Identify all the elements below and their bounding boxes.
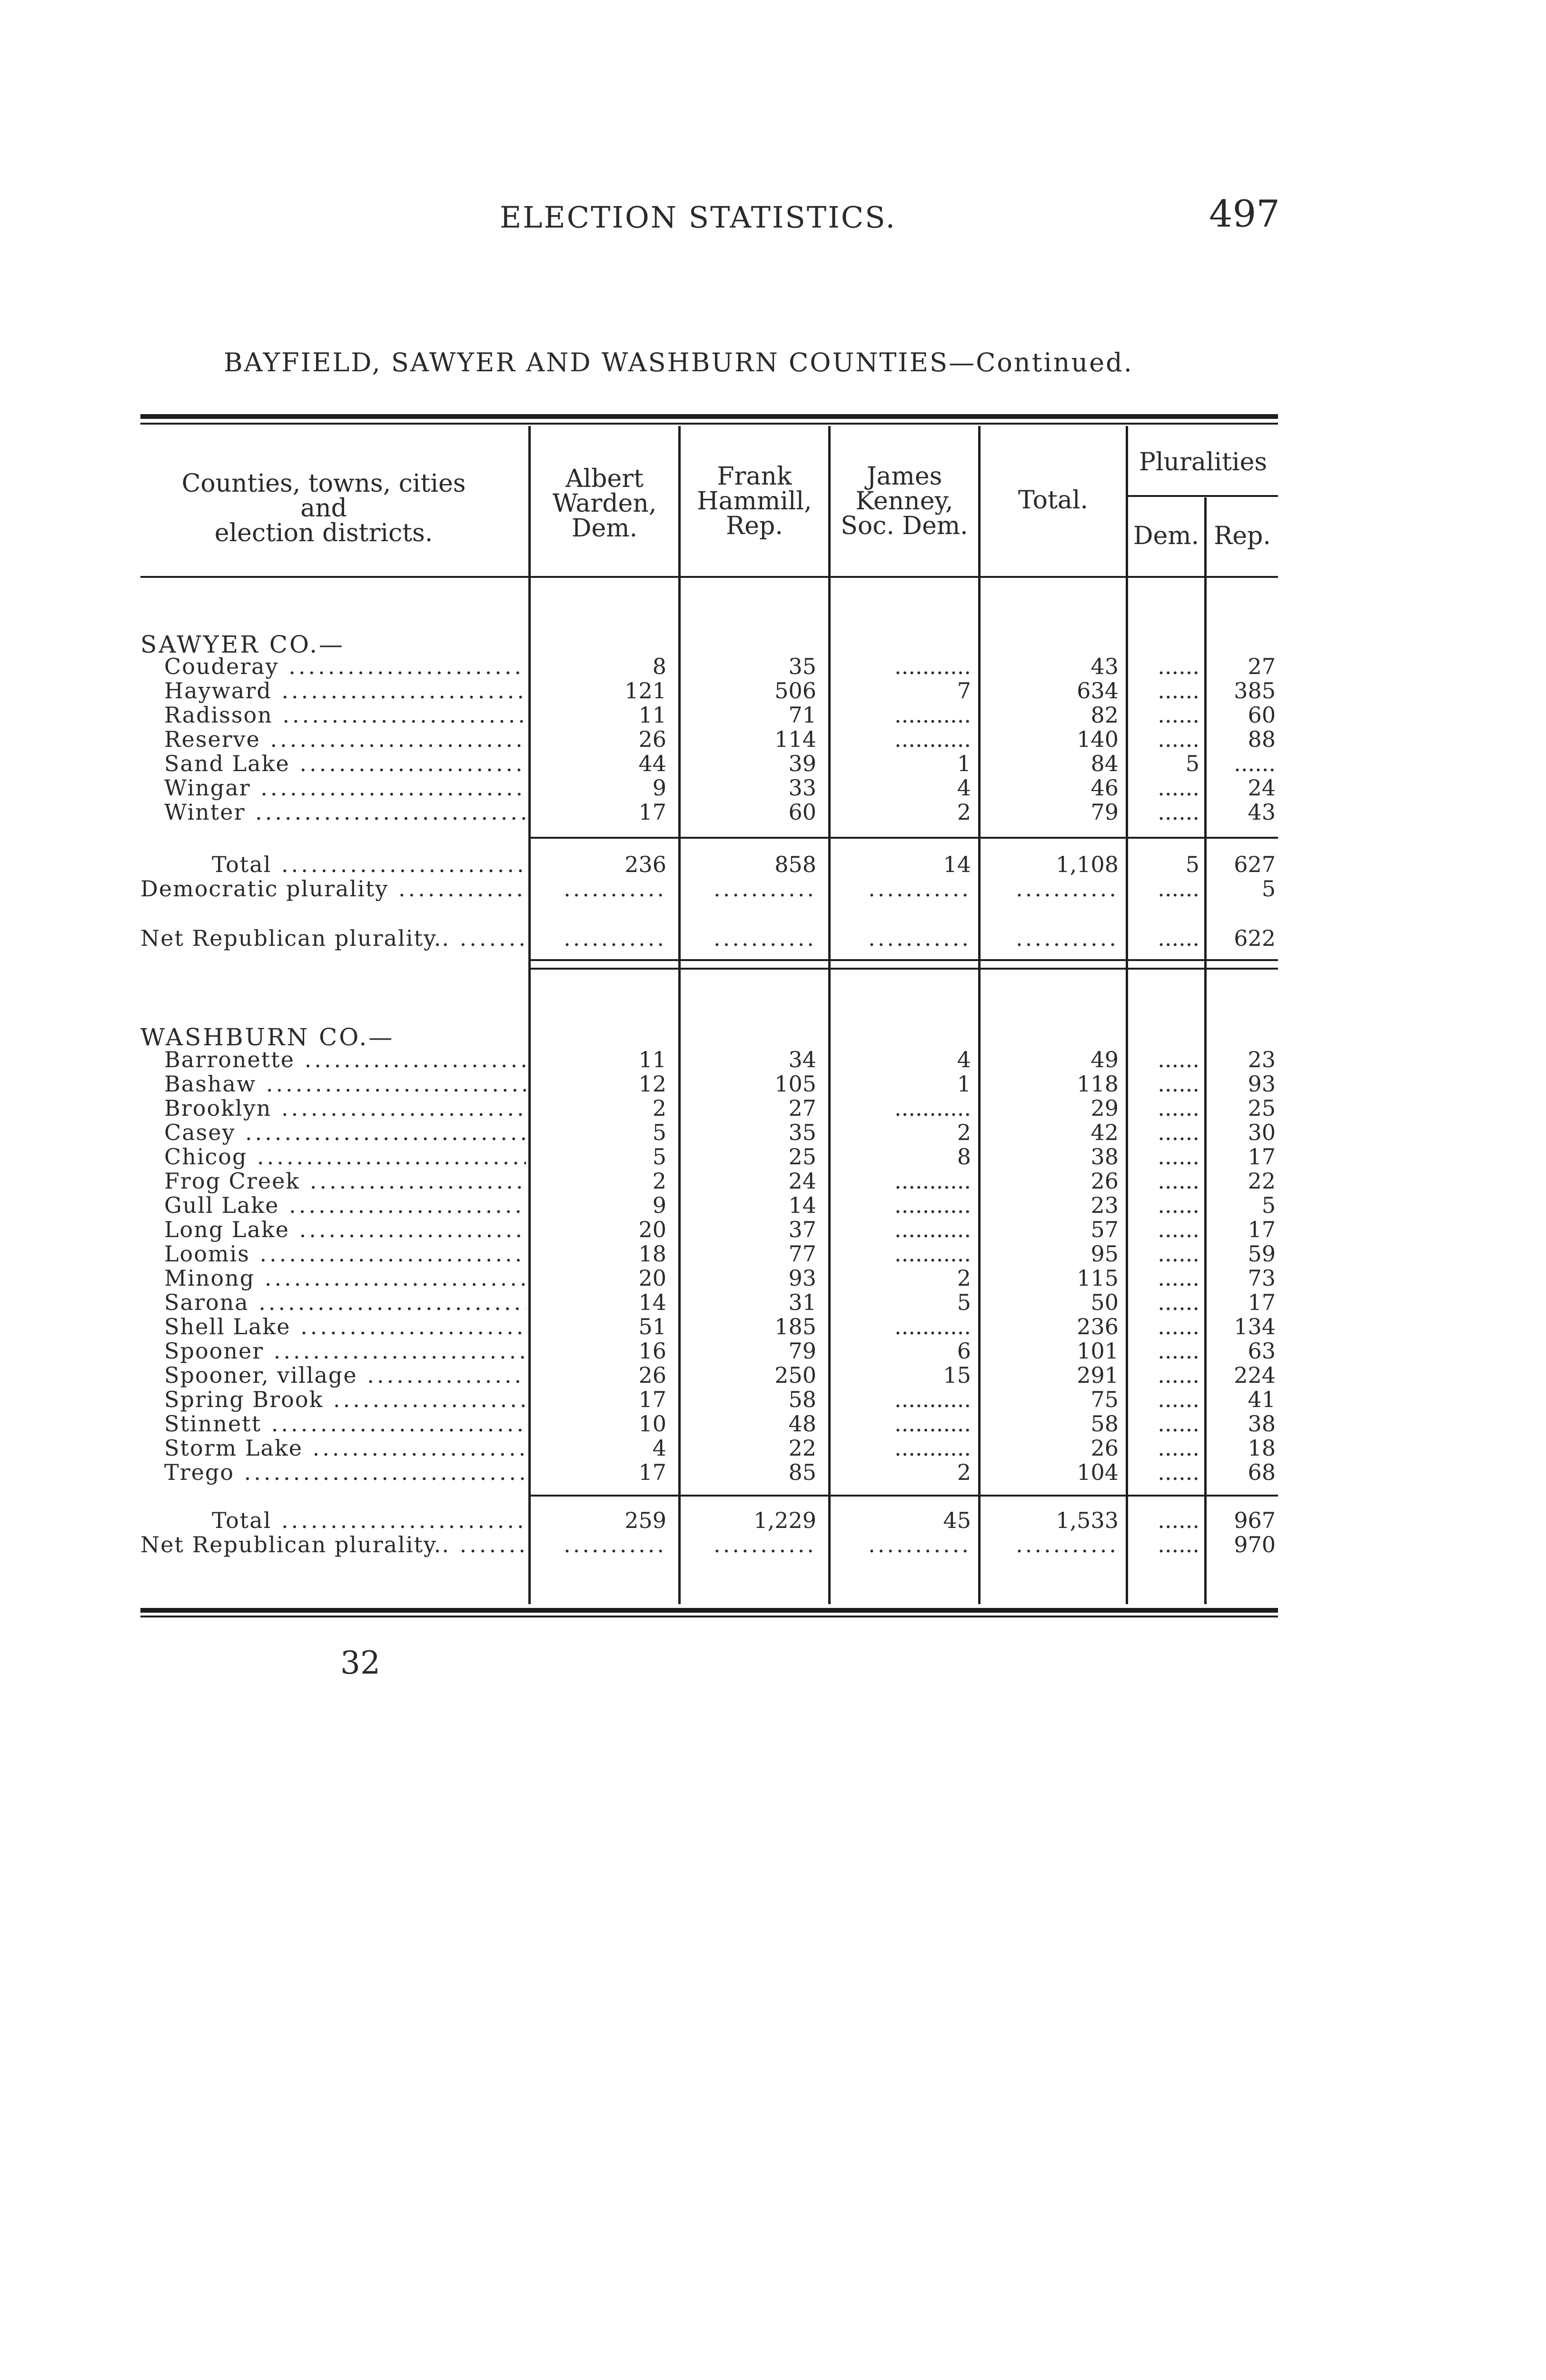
table-row: Storm Lake ..... 4 22 ........... 26 ...... 18: [0, 1436, 1546, 1460]
table-row: Spring Brook ..... 17 58 ........... 75 ...... 41: [0, 1387, 1546, 1412]
table-row: Spooner, village ..... 26 250 15 291 ...... 224: [0, 1363, 1546, 1388]
bottom-rule-thin: [140, 1616, 1278, 1617]
total-row: Total ..... 259 1,229 45 1,533 ...... 967: [0, 1508, 1546, 1533]
net-plurality-row: Net Republican plurality.. ..... ........... ........... ........... ........... ...... 970: [0, 1532, 1546, 1557]
stub-header: Counties, towns, cities and election districts.: [181, 469, 466, 547]
table-row: Stinnett ..... 10 48 ........... 58 ...... 38: [0, 1411, 1546, 1436]
section-rule: [531, 959, 1278, 961]
kenney-header: James Kenney, Soc. Dem.: [841, 462, 968, 540]
table-row: Radisson ..... 11 71 ........... 82 ...... 60: [0, 703, 1546, 727]
table-row: Chicog ..... 5 25 8 38 ...... 17: [0, 1144, 1546, 1169]
folio-number: 32: [340, 1645, 380, 1681]
section-rule: [531, 968, 1278, 970]
table-row: Gull Lake ..... 9 14 ........... 23 ...... 5: [0, 1193, 1546, 1218]
top-rule: [140, 414, 1278, 419]
county-heading-sawyer: SAWYER CO.—: [140, 631, 345, 658]
total-row: Total ..... 236 858 14 1,108 5 627: [0, 852, 1546, 877]
table-row: Spooner ..... 16 79 6 101 ...... 63: [0, 1339, 1546, 1363]
table-row: Loomis ..... 18 77 ........... 95 ...... 59: [0, 1241, 1546, 1266]
table-row: Minong ..... 20 93 2 115 ...... 73: [0, 1266, 1546, 1290]
table-row: Trego ..... 17 85 2 104 ...... 68: [0, 1460, 1546, 1485]
pluralities-header: Pluralities: [1139, 448, 1268, 476]
table-row: Winter ..... 17 60 2 79 ...... 43: [0, 800, 1546, 824]
running-head: ELECTION STATISTICS.: [500, 200, 897, 235]
table-row: Reserve ..... 26 114 ........... 140 ...... 88: [0, 727, 1546, 752]
table-row: Sarona ..... 14 31 5 50 ...... 17: [0, 1290, 1546, 1315]
hammill-header: Frank Hammill, Rep.: [697, 462, 812, 540]
table-row: Sand Lake ..... 44 39 1 84 5 ......: [0, 751, 1546, 776]
county-heading-washburn: WASHBURN CO.—: [140, 1023, 395, 1051]
table-caption: BAYFIELD, SAWYER AND WASHBURN COUNTIES—Continued.: [224, 347, 1133, 377]
table-row: Frog Creek ..... 2 24 ........... 26 ...... 22: [0, 1169, 1546, 1193]
top-rule-thin: [140, 423, 1278, 425]
pluralities-rule: [1126, 495, 1278, 497]
table-row: Brooklyn ..... 2 27 ........... 29 ...... 25: [0, 1096, 1546, 1121]
warden-header: Albert Warden, Dem.: [552, 465, 657, 543]
table-row: Casey ..... 5 35 2 42 ...... 30: [0, 1120, 1546, 1145]
plurality-dem-header: Dem.: [1133, 522, 1199, 550]
table-row: Hayward ..... 121 506 7 634 ...... 385: [0, 678, 1546, 703]
bottom-rule: [140, 1608, 1278, 1613]
page-number: 497: [1209, 193, 1280, 236]
plurality-rep-header: Rep.: [1214, 522, 1271, 550]
dem-plurality-row: Democratic plurality ..... ........... ........... ........... ........... ...... 5: [0, 876, 1546, 901]
net-plurality-row: Net Republican plurality.. ..... ........... ........... ........... ........... ...... 622: [0, 926, 1546, 951]
table-row: Couderay ..... 8 35 ........... 43 ...... 27: [0, 654, 1546, 679]
table-row: Shell Lake ..... 51 185 ........... 236 ...... 134: [0, 1314, 1546, 1339]
total-header: Total.: [1018, 486, 1088, 515]
subtotal-rule: [531, 837, 1278, 839]
header-rule: [140, 576, 1278, 578]
table-row: Barronette ..... 11 34 4 49 ...... 23: [0, 1047, 1546, 1072]
table-row: Bashaw ..... 12 105 1 118 ...... 93: [0, 1071, 1546, 1096]
table-row: Wingar ..... 9 33 4 46 ...... 24: [0, 775, 1546, 800]
table-row: Long Lake ..... 20 37 ........... 57 ...... 17: [0, 1217, 1546, 1242]
subtotal-rule: [531, 1495, 1278, 1497]
